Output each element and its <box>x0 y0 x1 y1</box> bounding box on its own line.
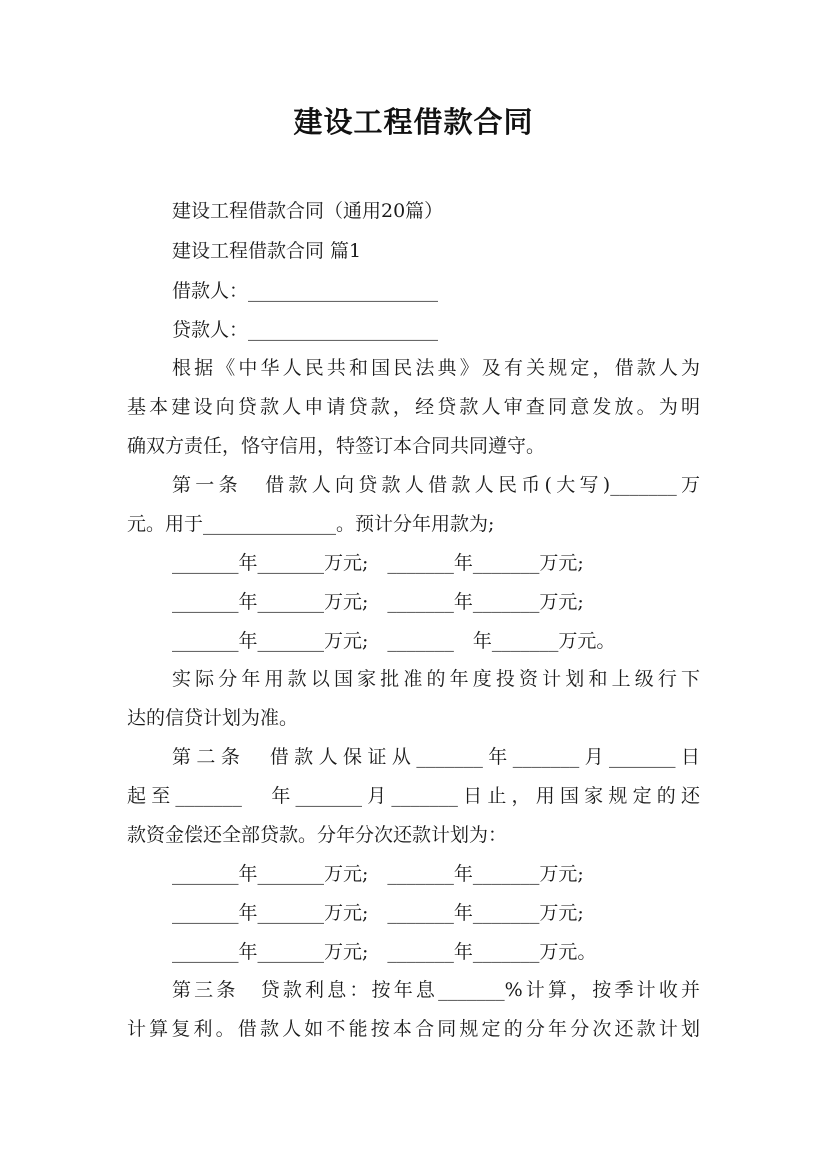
article-3-line: 计算复利。借款人如不能按本合同规定的分年分次还款计划 <box>127 1018 700 1040</box>
schedule-line: _______年_______万元; _______年_______万元; <box>172 591 584 613</box>
borrower-field: 借款人：____________________ <box>172 280 439 302</box>
paragraph-line: 达的信贷计划为准。 <box>127 707 299 729</box>
document-title: 建设工程借款合同 <box>293 105 534 139</box>
paragraph-line: 确双方责任，恪守信用，特签订本合同共同遵守。 <box>127 435 546 457</box>
schedule-line: _______年_______万元; _______年_______万元; <box>172 552 584 574</box>
article-3-line: 第三条 贷款利息：按年息_______%计算，按季计收并 <box>172 979 700 1001</box>
paragraph-line: 实际分年用款以国家批准的年度投资计划和上级行下 <box>172 668 700 690</box>
article-2-line: 第二条 借款人保证从_______年_______月_______日 <box>172 746 700 768</box>
paragraph-line: 根据《中华人民共和国民法典》及有关规定，借款人为 <box>172 357 700 379</box>
repayment-line: _______年_______万元; _______年_______万元; <box>172 902 584 924</box>
repayment-line: _______年_______万元; _______年_______万元; <box>172 863 584 885</box>
lender-field: 贷款人：____________________ <box>172 319 439 341</box>
repayment-line: _______年_______万元; _______年_______万元。 <box>172 941 597 963</box>
schedule-line: _______年_______万元; _______ 年_______万元。 <box>172 630 616 652</box>
subtitle-line: 建设工程借款合同（通用20篇） <box>172 200 444 222</box>
paragraph-line: 基本建设向贷款人申请贷款，经贷款人审查同意发放。为明 <box>127 396 700 418</box>
article-2-line: 起至_______ 年_______月_______日止，用国家规定的还 <box>127 785 700 807</box>
article-1-line: 第一条 借款人向贷款人借款人民币(大写)_______万 <box>172 474 700 496</box>
article-1-line: 元。用于______________。预计分年用款为; <box>127 513 495 535</box>
article-2-line: 款资金偿还全部贷款。分年分次还款计划为： <box>127 824 508 846</box>
section-heading: 建设工程借款合同 篇1 <box>172 240 362 262</box>
